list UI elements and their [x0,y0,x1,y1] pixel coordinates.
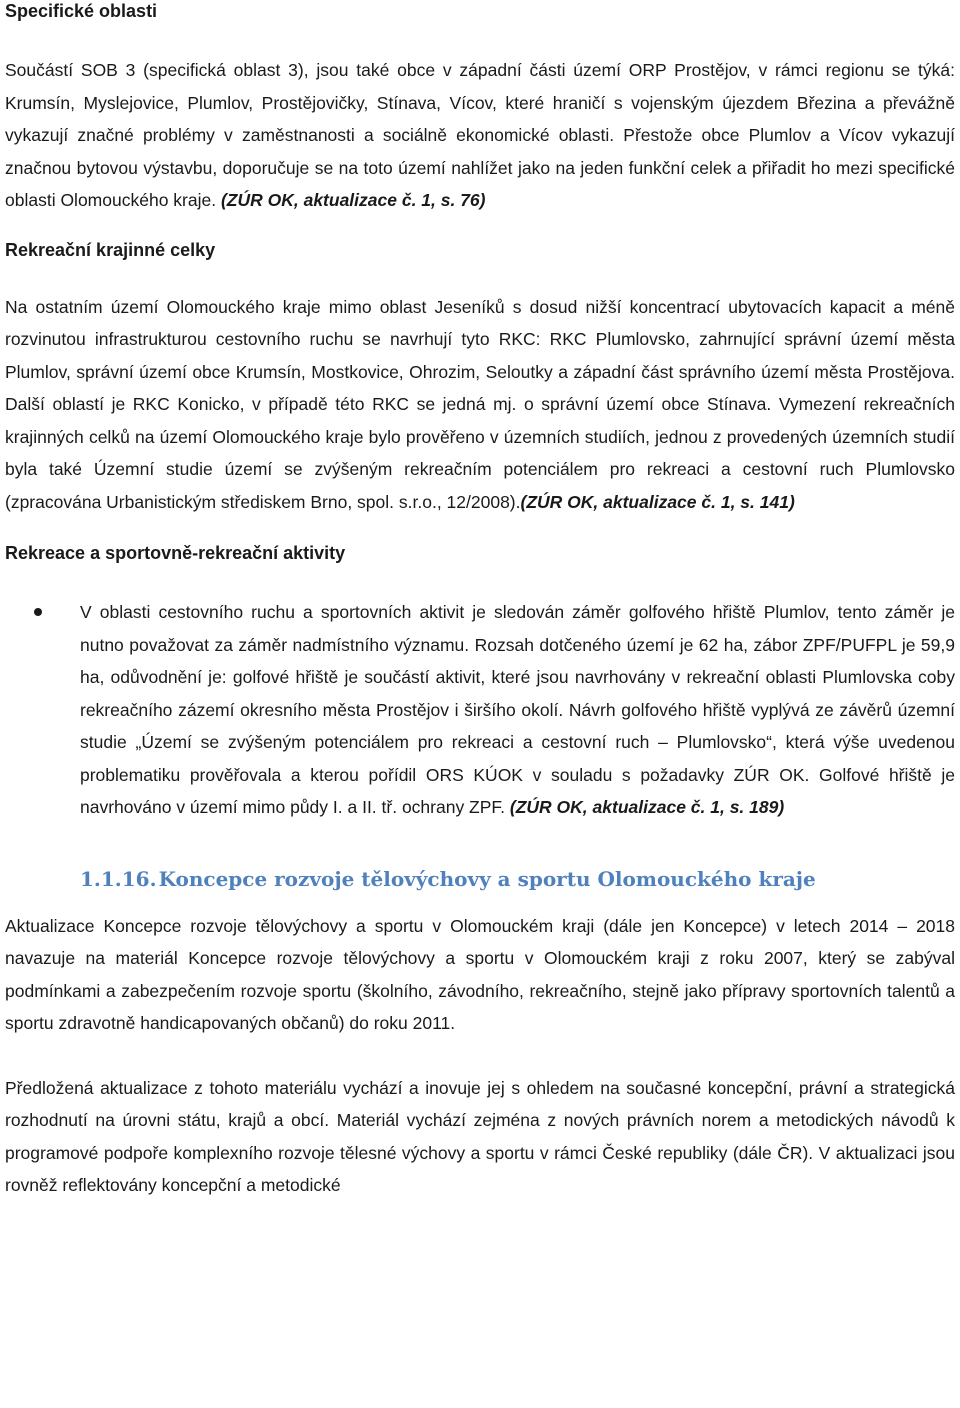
paragraph-specificke-oblasti [5,54,955,217]
paragraph-koncepce-2: Předložená aktualizace z tohoto materiálu vychází a inovuje jej s ohledem na současné koncepční, právní a strategická rozhodnutí na úrovni státu, krajů a obcí. Materiál vychází zejména z nových právních norem a metodických návodů k programové podpoře komplexního rozvoje tělesné výchovy a sportu v rámci České republiky (dále ČR). V aktualizaci jsou rovněž reflektovány koncepční a metodické [5,1077,955,1195]
bullet-icon [34,608,42,616]
section-heading-koncepce [80,866,955,892]
paragraph-text: Součástí SOB 3 (specifická oblast 3), jsou také obce v západní části území ORP Prostějov, v rámci regionu se týká: Krumsín, Myslejovice, Plumlov, Prostějovičky, Stínava, Vícov, které hraničí s vojenským újezdem Březina a převážně vykazují značné problémy v zaměstnanosti a sociálně ekonomické oblasti. Přestože obce Plumlov a Vícov vykazují značnou bytovou výstavbu, doporučuje se na toto území nahlížet jako na jeden funkční celek a přiřadit ho mezi specifické oblasti Olomouckého kraje. [5,60,955,210]
bullet-list [5,596,955,824]
section-number: 1.1.16. [80,866,157,891]
paragraph-text: Na ostatním území Olomouckého kraje mimo oblast Jeseníků s dosud nižší koncentrací ubytovacích kapacit a méně rozvinutou infrastrukturou cestovního ruchu se navrhují tyto RKC: RKC Plumlovsko, zahrnující správní území města Plumlov, správní území obce Krumsín, Mostkovice, Ohrozim, Seloutky a západní část správního území města Prostějova. Další oblastí je RKC Konicko, v případě této RKC se jedná mj. o správní území obce Stínava. Vymezení rekreačních krajinných celků na území Olomouckého kraje bylo prověřeno v územních studiích, jednou z provedených územních studií byla také Územní studie území se zvýšeným rekreačním potenciálem pro rekreaci a cestovní ruch Plumlovsko (zpracována Urbanistickým střediskem Brno, spol. s.r.o., 12/2008). [5,296,955,512]
heading-rekreacni-krajinne-celky: Rekreační krajinné celky [5,239,216,260]
paragraph-text: V oblasti cestovního ruchu a sportovních aktivit je sledován záměr golfového hřiště Plumlov, tento záměr je nutno považovat za záměr nadmístního významu. Rozsah dotčeného území je 62 ha, zábor ZPF/PUFPL je 59,9 ha, odůvodnění je: golfové hřiště je součástí aktivit, které jsou navrhovány v rekreační oblasti Plumlovska coby rekreačního zázemí okresního města Prostějov i širšího okolí. Návrh golfového hřiště vyplývá ze závěrů územní studie „Území se zvýšeným potenciálem pro rekreaci a cestovní ruch – Plumlovsko“, která výše uvedenou problematiku prověřovala a kterou pořídil ORS KÚOK v souladu s požadavky ZÚR OK. Golfové hřiště je navrhováno v území mimo půdy I. a II. tř. ochrany ZPF. [80,602,955,817]
bullet-paragraph [80,596,955,824]
list-item [80,596,955,824]
heading-specificke-oblasti: Specifické oblasti [5,1,158,21]
citation-reference: (ZÚR OK, aktualizace č. 1, s. 76) [220,190,486,210]
heading-rekreace-sport: Rekreace a sportovně-rekreační aktivity [5,543,346,563]
citation-reference: (ZÚR OK, aktualizace č. 1, s. 141) [520,491,795,512]
citation-reference: (ZÚR OK, aktualizace č. 1, s. 189) [509,797,785,817]
section-title: Koncepce rozvoje tělovýchovy a sportu Olomouckého kraje [158,866,816,891]
paragraph-rekreacni-krajinne-celky [5,291,955,519]
paragraph-koncepce-1: Aktualizace Koncepce rozvoje tělovýchovy a sportu v Olomouckém kraji (dále jen Koncepce) v letech 2014 – 2018 navazuje na materiál Koncepce rozvoje tělovýchovy a sportu v Olomouckém kraji z roku 2007, který se zabýval podmínkami a zabezpečením rozvoje sportu (školního, závodního, rekreačního, stejně jako přípravy sportovních talentů a sportu zdravotně handicapovaných občanů) do roku 2011. [5,915,955,1033]
